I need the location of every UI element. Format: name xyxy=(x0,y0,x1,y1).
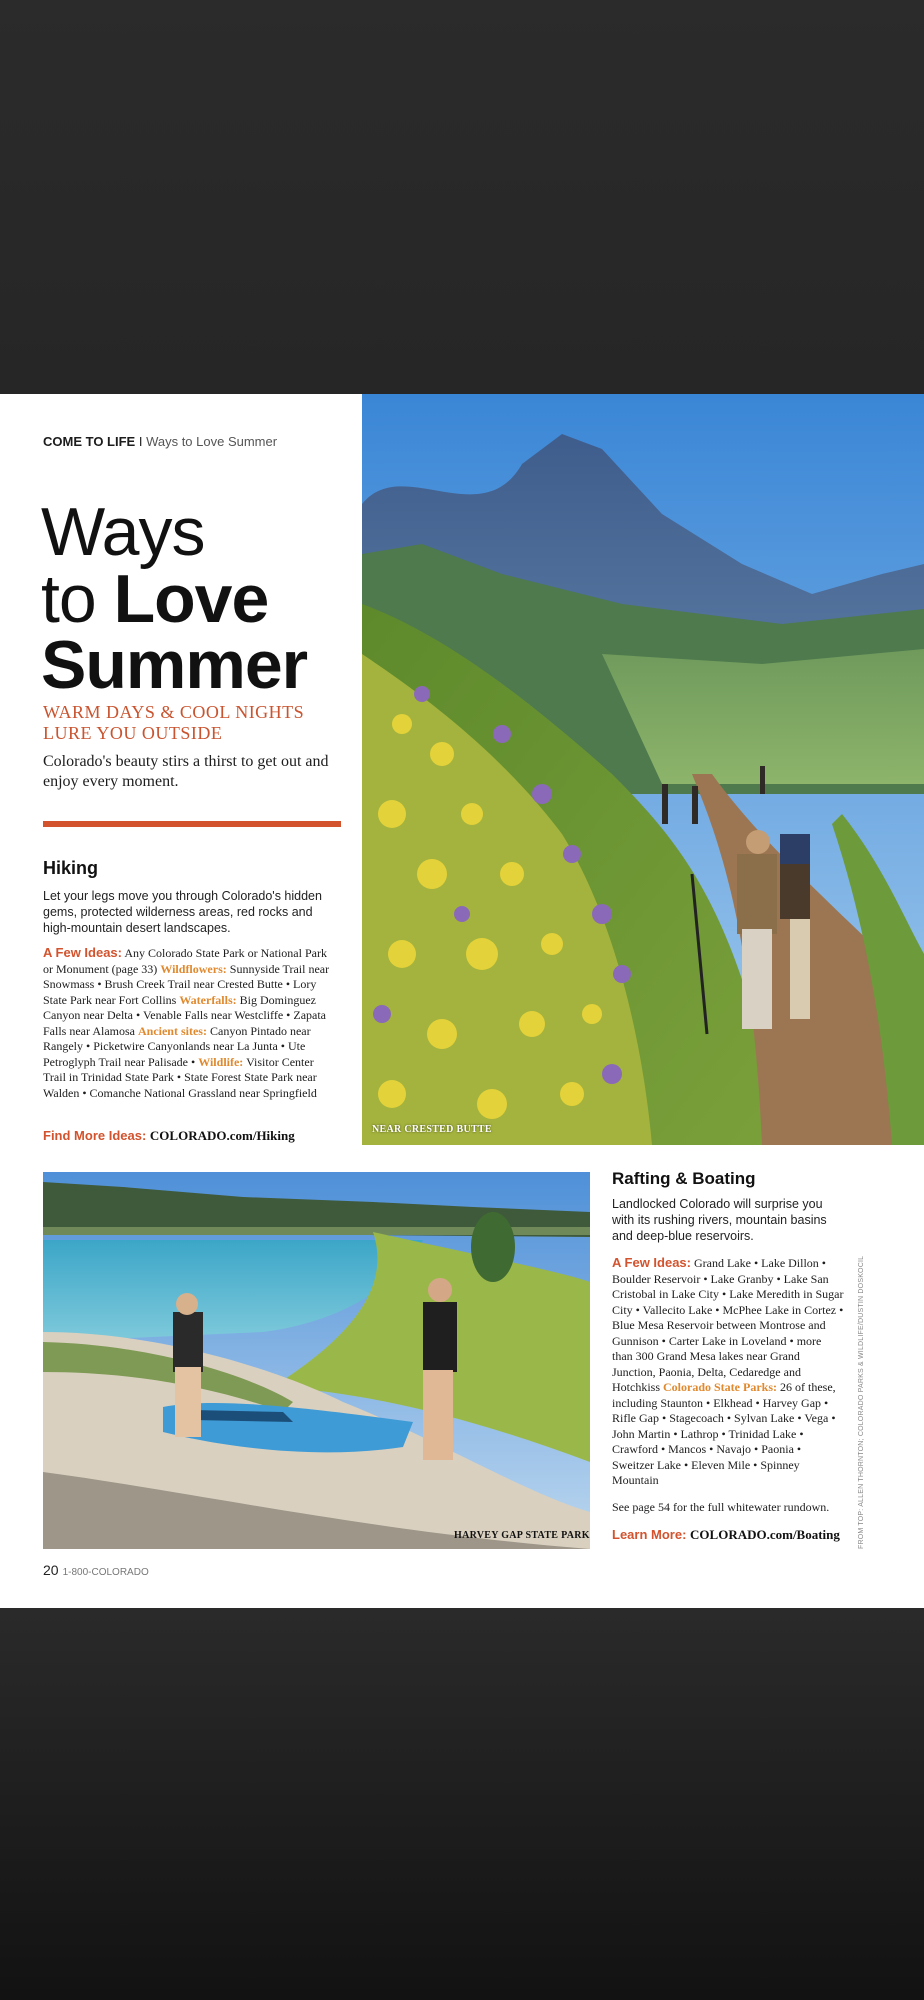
intro-paragraph: Colorado's beauty stirs a thirst to get out and enjoy every moment. xyxy=(43,753,329,790)
footer-phone: 1-800-COLORADO xyxy=(62,1567,149,1578)
rafting-lead: Landlocked Colorado will surprise you with its rushing rivers, mountain basins and deep-blue reservoirs. xyxy=(612,1197,827,1243)
hiking-more-label: Find More Ideas: xyxy=(43,1128,147,1143)
waterfalls-label: Waterfalls: xyxy=(179,992,237,1007)
boating-link[interactable]: COLORADO.com/Boating xyxy=(690,1527,840,1542)
page-footer xyxy=(43,1562,149,1578)
hiking-lead: Let your legs move you through Colorado's hidden gems, protected wilderness areas, red rocks and high-mountain desert landscapes. xyxy=(43,889,322,935)
rafting-title: Rafting & Boating xyxy=(612,1169,756,1188)
see-page-note: See page 54 for the full whitewater rundown. xyxy=(612,1500,830,1514)
kayak-photo xyxy=(43,1172,590,1549)
hiking-ideas-text: Any Colorado State Park or National Park or Monument (page 33) xyxy=(43,946,327,976)
state-parks-text: 26 of these, including Staunton • Elkhead • Harvey Gap • Rifle Gap • Stagecoach • Sylvan Lake • Vega • John Martin • Lathrop • Trinidad Lake • Crawford • Mancos • Navajo • Paonia • Sweitzer Lake • Eleven Mile • Spinney Mountain xyxy=(612,1380,836,1487)
rafting-more xyxy=(612,1527,840,1543)
hiking-photo-caption: NEAR CRESTED BUTTE xyxy=(372,1124,492,1135)
rafting-ideas-text: Grand Lake • Lake Dillon • Boulder Reservoir • Lake Granby • Lake San Cristobal in Lake City • Lake Meredith in Sugar City • Vallecito Lake • McPhee Lake in Cortez • Blue Mesa Reservoir between Montrose and Gunnison • Carter Lake in Loveland • more than 300 Grand Mesa lakes near Grand Junction, Paonia, Delta, Cedaredge and Hotchkiss xyxy=(612,1256,844,1394)
magazine-page xyxy=(0,394,924,1608)
waterfalls-text: Big Dominguez Canyon near Delta • Venable Falls near Westcliffe • Zapata Falls near Alamosa xyxy=(43,992,327,1038)
hiking-ideas xyxy=(43,945,338,1101)
header-separator: I xyxy=(135,434,147,449)
ancient-sites-label: Ancient sites: xyxy=(137,1023,207,1038)
wildflowers-text: Sunnyside Trail near Snowmass • Brush Creek Trail near Crested Butte • Lory State Park near Fort Collins xyxy=(43,961,330,1007)
wildflowers-label: Wildflowers: xyxy=(160,961,227,976)
rafting-ideas xyxy=(612,1255,844,1489)
hiking-photo xyxy=(362,394,924,1145)
rafting-more-label: Learn More: xyxy=(612,1527,687,1542)
hiking-link[interactable]: COLORADO.com/Hiking xyxy=(149,1128,295,1143)
title-line-2-light: to xyxy=(41,561,114,637)
wildlife-text: Visitor Center Trail in Trinidad State Park • State Forest State Park near Walden • Comanche National Grassland near Springfield xyxy=(43,1054,317,1100)
rafting-ideas-label: A Few Ideas: xyxy=(612,1255,691,1270)
title-line-3: Summer xyxy=(41,627,308,703)
wildlife-label: Wildlife: xyxy=(198,1054,244,1069)
page-number: 20 xyxy=(43,1562,59,1578)
hiking-ideas-label: A Few Ideas: xyxy=(43,945,122,960)
title-line-2-bold: Love xyxy=(113,561,269,637)
subhead: WARM DAYS & COOL NIGHTS LURE YOU OUTSIDE xyxy=(43,702,305,743)
title-line-1: Ways xyxy=(41,494,205,570)
hiking-more xyxy=(43,1128,295,1144)
page-title xyxy=(41,494,308,703)
section-topic: Ways to Love Summer xyxy=(146,434,278,449)
kayak-photo-caption: HARVEY GAP STATE PARK xyxy=(454,1530,590,1541)
photo-credit: FROM TOP: ALLEN THORNTON; COLORADO PARKS & WILDLIFE/DUSTIN DOSKOCIL xyxy=(858,1255,865,1549)
section-header xyxy=(43,434,277,449)
hiking-title: Hiking xyxy=(43,858,99,878)
state-parks-label: Colorado State Parks: xyxy=(663,1380,777,1394)
divider-rule xyxy=(43,821,341,827)
title-line-2 xyxy=(41,561,307,637)
section-name: COME TO LIFE xyxy=(43,434,136,449)
ancient-sites-text: Canyon Pintado near Rangely • Picketwire Canyonlands near La Junta • Ute Petroglyph Trail near Palisade • xyxy=(43,1023,311,1069)
